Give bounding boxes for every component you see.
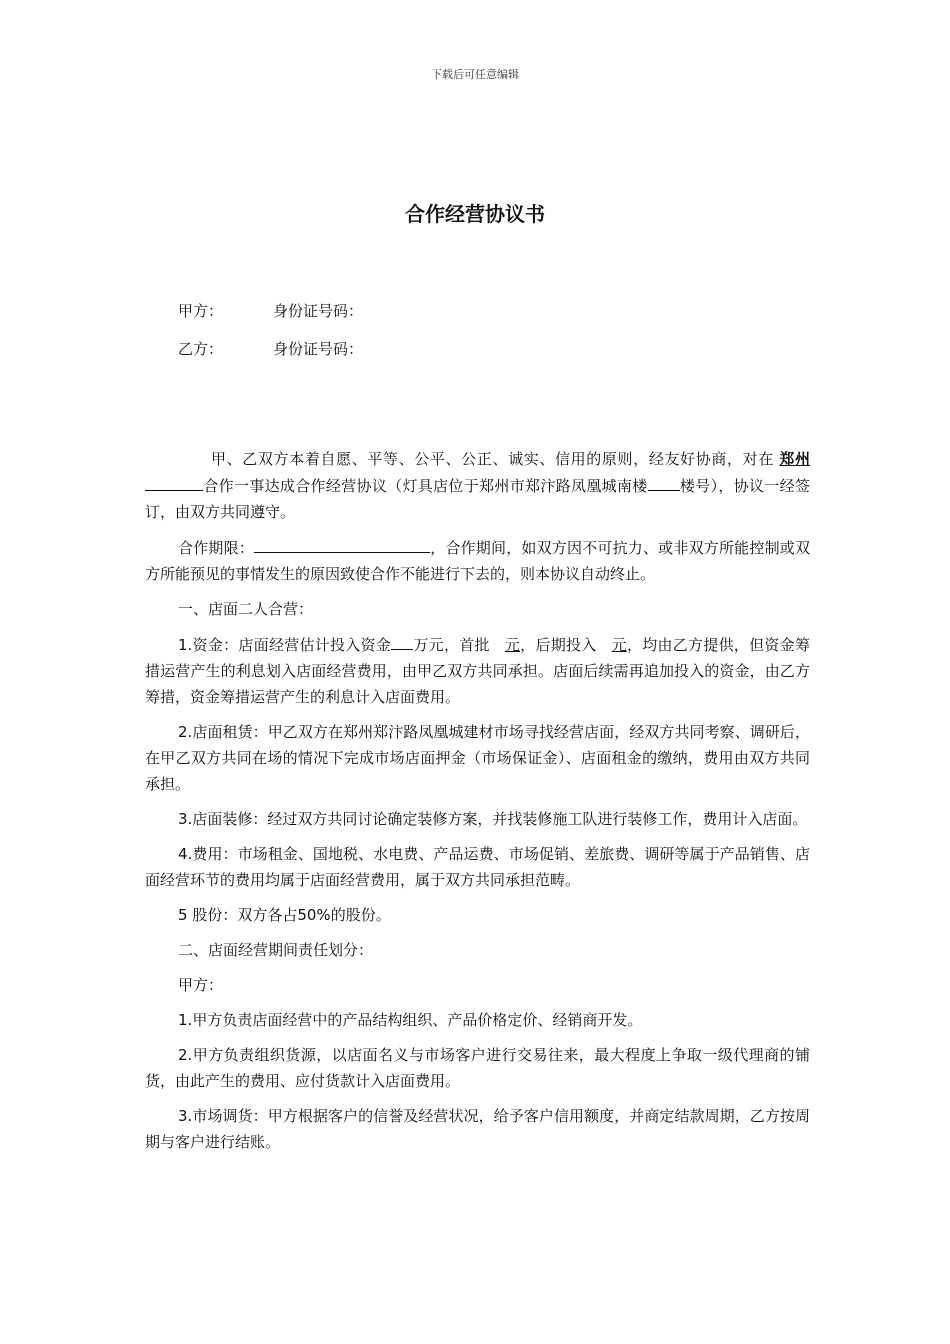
building-blank bbox=[648, 472, 680, 491]
document-title: 合作经营协议书 bbox=[405, 202, 545, 226]
party-b-line bbox=[178, 338, 363, 359]
duty1-text: 甲方负责店面经营中的产品结构组织、产品价格定价、经销商开发。 bbox=[192, 1011, 643, 1029]
intro-text-1: 甲、乙双方本着自愿、平等、公平、公正、诚实、信用的原则，经友好协商，对在 bbox=[211, 450, 774, 468]
item3-num: 3. bbox=[178, 810, 193, 828]
item1-paragraph bbox=[145, 631, 810, 710]
item5-text-b: 的股份。 bbox=[330, 906, 391, 924]
term-paragraph bbox=[145, 534, 810, 587]
item1-text-b: 万元，首批 bbox=[413, 636, 490, 654]
duty2-paragraph bbox=[145, 1042, 810, 1094]
intro-paragraph bbox=[145, 446, 810, 525]
item1-text-a: 资金：店面经营估计投入资金 bbox=[192, 636, 392, 654]
item2-num: 2. bbox=[178, 723, 193, 741]
item1-text-f: ，均由乙方提供，但资金筹措运营产生的利息划入店面经营费用，由甲乙双方共同承担。店面后续需再追加投入的资金，由乙方筹措，资金筹措运营产生的利息计入店面费用。 bbox=[145, 636, 810, 706]
term-text: ，合作期间，如双方因不可抗力、或非双方所能控制或双方所能预见的事情发生的原因致使合作不能进行下去的，则本协议自动终止。 bbox=[145, 539, 810, 583]
term-label: 合作期限： bbox=[178, 539, 254, 557]
party-b-id-label: 身份证号码： bbox=[273, 340, 364, 358]
item1-num: 1. bbox=[178, 636, 193, 654]
duty2-text: 甲方负责组织货源，以店面名义与市场客户进行交易往来，最大程度上争取一级代理商的铺货，由此产生的费用、应付货款计入店面费用。 bbox=[145, 1046, 810, 1090]
intro-text-2: 合作一事达成合作经营协议（灯具店位于郑州市郑汴路凤凰城南楼 bbox=[203, 477, 648, 495]
duty2-num: 2. bbox=[178, 1046, 193, 1064]
duty3-num: 3. bbox=[178, 1107, 193, 1125]
party-b-label: 乙方： bbox=[178, 340, 224, 358]
party-a-label: 甲方： bbox=[178, 302, 224, 320]
intro-city: 郑州 bbox=[779, 450, 810, 468]
item5-num: 5 bbox=[178, 906, 188, 924]
item3-paragraph bbox=[145, 806, 810, 832]
item1-later-unit: 元 bbox=[611, 636, 627, 654]
item1-first-unit: 元 bbox=[504, 636, 521, 654]
agreement-body bbox=[145, 446, 810, 1164]
item5-paragraph bbox=[145, 902, 810, 928]
item1-text-d: ，后期投入 bbox=[520, 636, 597, 654]
intro-text-3: 楼号），协议一经签订，由双方共同遵守。 bbox=[145, 477, 810, 521]
section1-title: 一、店面二人合营： bbox=[178, 600, 314, 618]
item2-text: 店面租赁：甲乙双方在郑州郑汴路凤凰城建材市场寻找经营店面，经双方共同考察、调研后，在甲乙双方共同在场的情况下完成市场店面押金（市场保证金）、店面租金的缴纳，费用由双方共同承担。 bbox=[145, 723, 810, 793]
term-blank bbox=[254, 534, 430, 553]
party-a-line bbox=[178, 300, 363, 321]
duty1-num: 1. bbox=[178, 1011, 193, 1029]
party-a-id-label: 身份证号码： bbox=[273, 302, 364, 320]
item4-num: 4. bbox=[178, 845, 193, 863]
item2-paragraph bbox=[145, 719, 810, 797]
party-a-heading: 甲方： bbox=[178, 976, 224, 994]
duty3-text: 市场调货：甲方根据客户的信誉及经营状况，给予客户信用额度，并商定结款周期，乙方按周期与客户进行结账。 bbox=[145, 1107, 810, 1151]
duty3-paragraph bbox=[145, 1103, 810, 1155]
city-blank bbox=[145, 472, 203, 491]
page-header: 下载后可任意编辑 bbox=[431, 68, 519, 81]
duty1-paragraph bbox=[145, 1007, 810, 1033]
item5-percent: 50% bbox=[297, 906, 331, 924]
item4-text: 费用：市场租金、国地税、水电费、产品运费、市场促销、差旅费、调研等属于产品销售、店面经营环节的费用均属于店面经营费用，属于双方共同承担范畴。 bbox=[145, 845, 810, 889]
item3-text: 店面装修：经过双方共同讨论确定装修方案，并找装修施工队进行装修工作，费用计入店面。 bbox=[192, 810, 808, 828]
section2-title: 二、店面经营期间责任划分： bbox=[178, 941, 374, 959]
item4-paragraph bbox=[145, 841, 810, 893]
capital-blank bbox=[391, 631, 413, 650]
item5-text-a: 股份：双方各占 bbox=[192, 906, 298, 924]
